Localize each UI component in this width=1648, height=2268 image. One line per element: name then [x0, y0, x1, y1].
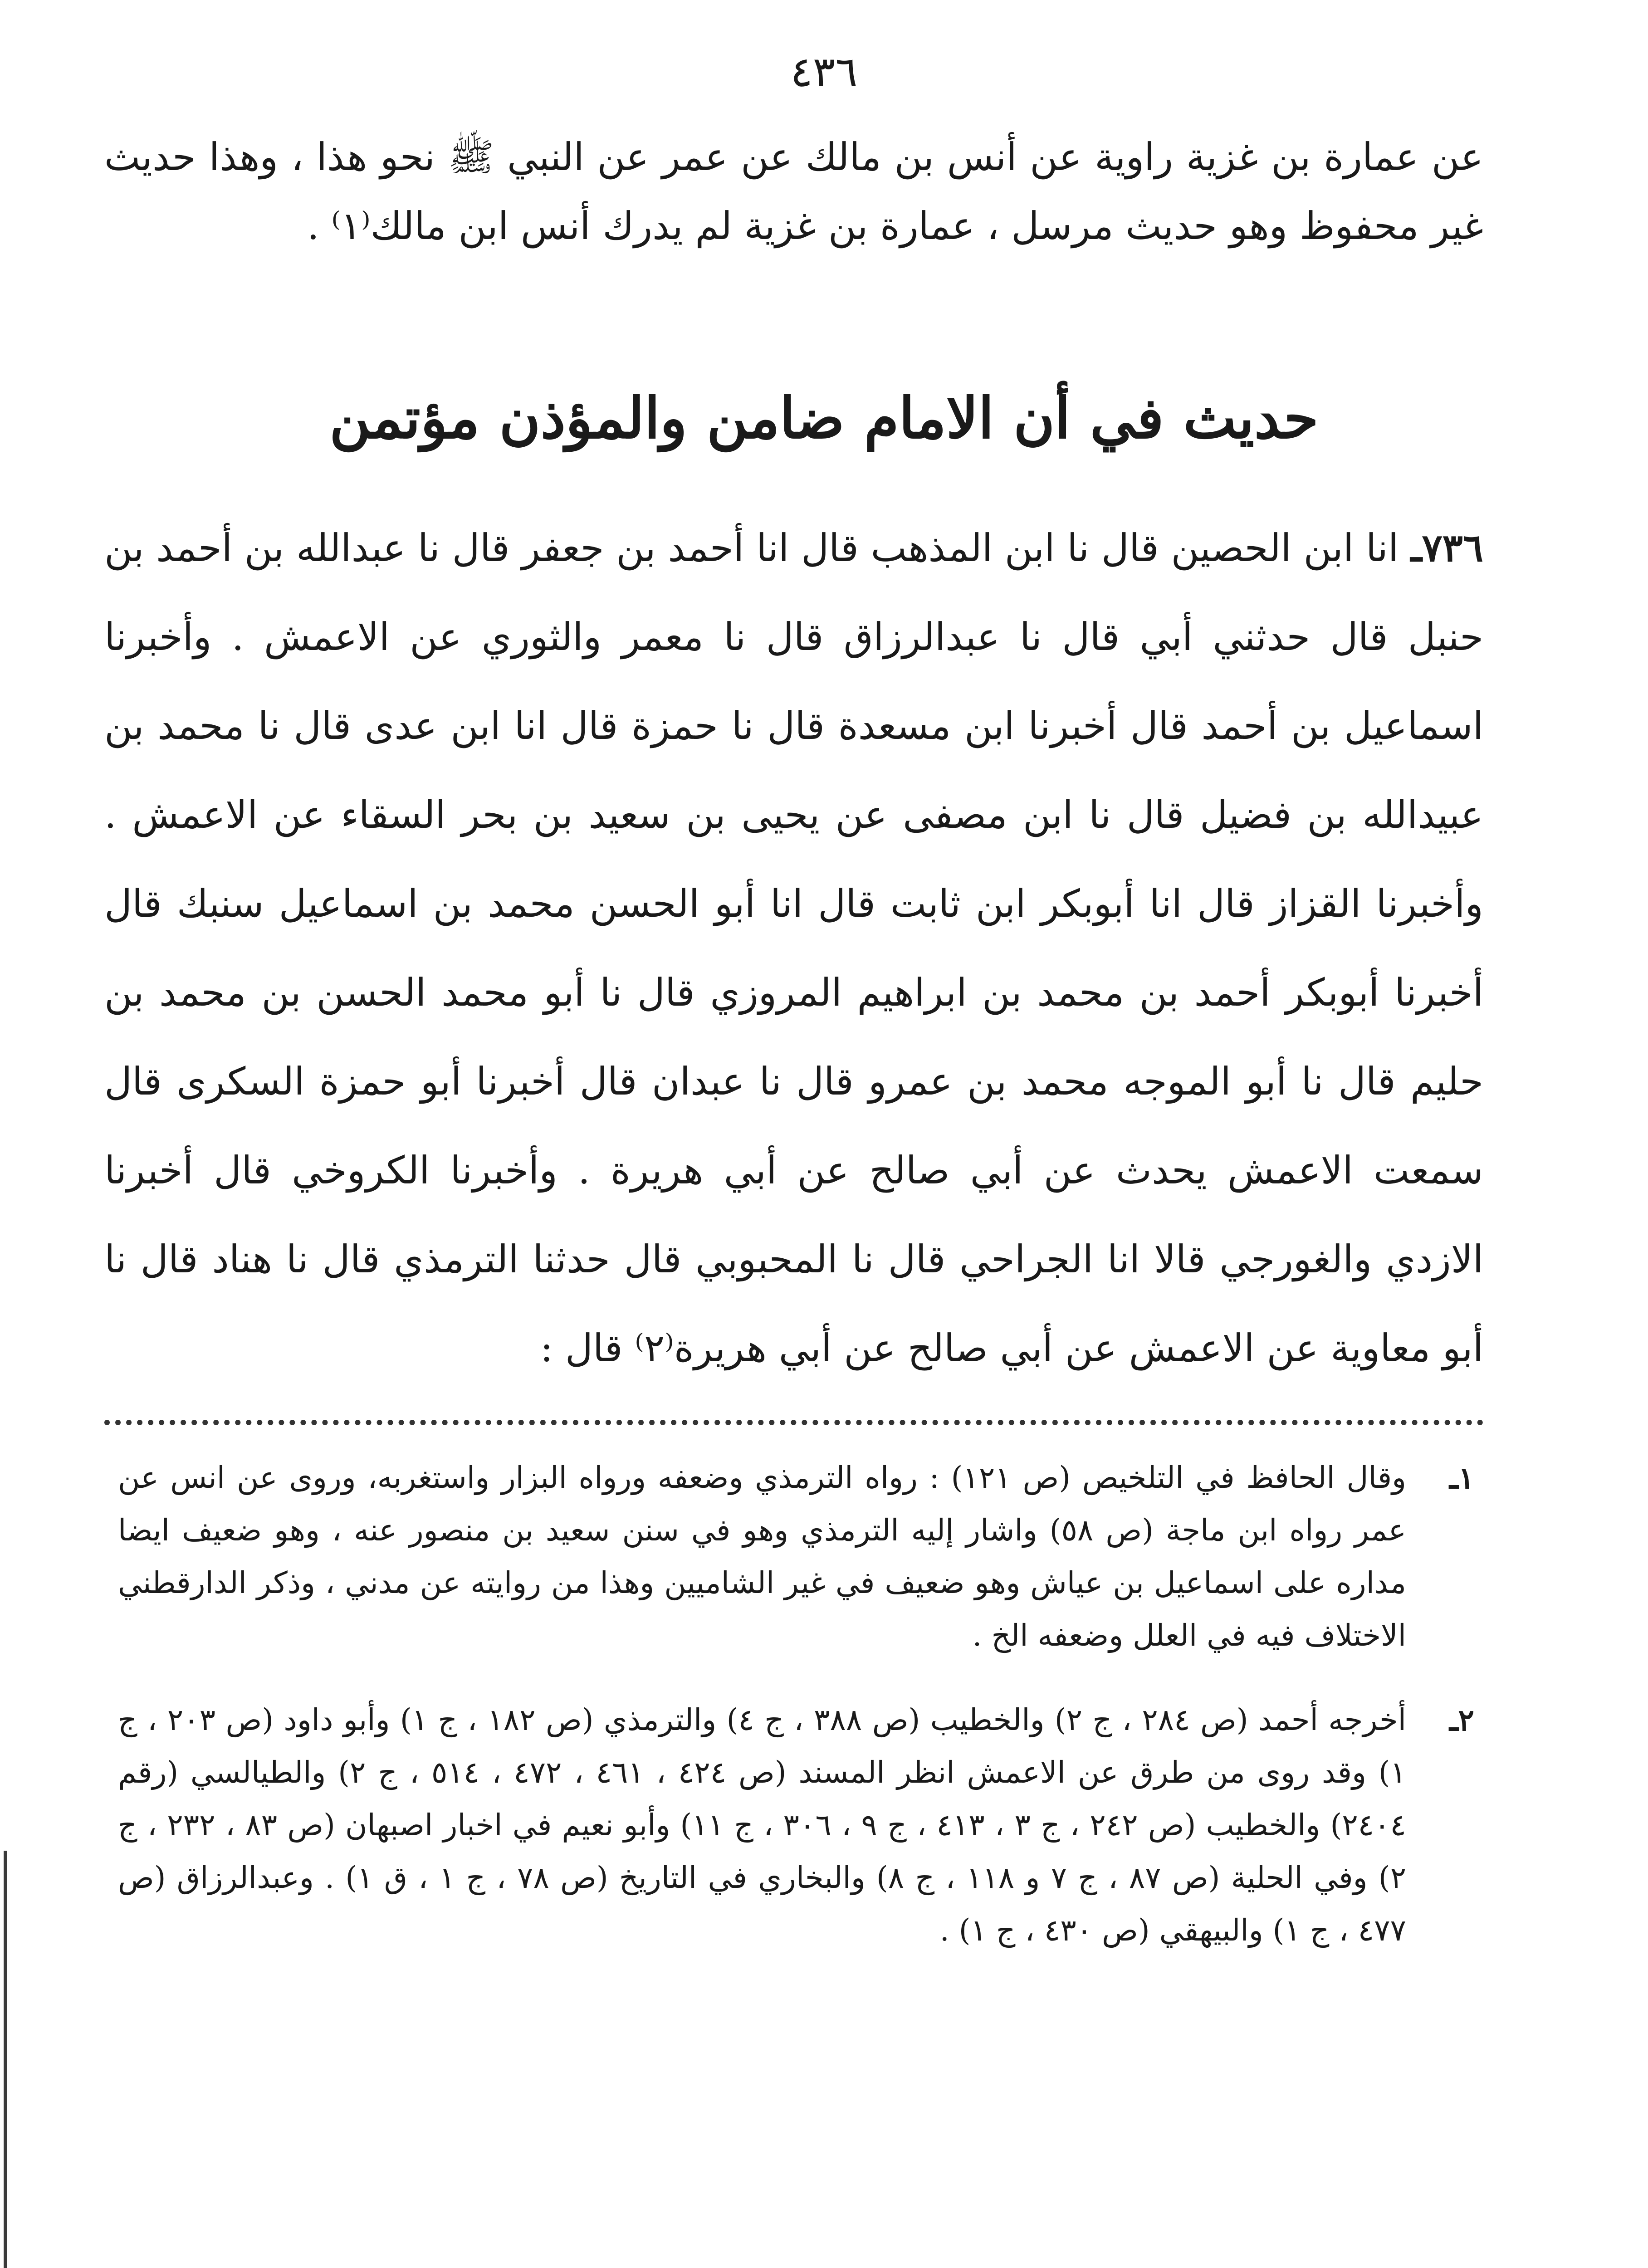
hadith-body	[104, 503, 1483, 1393]
footnotes-section	[118, 1452, 1474, 1989]
intro-paragraph	[104, 122, 1483, 260]
hadith-text: انا ابن الحصين قال نا ابن المذهب قال انا أحمد بن جعفر قال نا عبدالله بن أحمد بن حنبل قال حدثني أبي قال نا عبدالرزاق قال نا معمر والثوري عن الاعمش . وأخبرنا اسماعيل بن أحمد قال أخبرنا ابن مسعدة قال نا حمزة قال انا ابن عدى قال نا محمد بن عبيدالله بن فضيل قال نا ابن مصفى عن يحيى بن سعيد بن بحر السقاء عن الاعمش . وأخبرنا القزاز قال انا أبوبكر ابن ثابت قال انا أبو الحسن محمد بن اسماعيل سنبك قال أخبرنا أبوبكر أحمد بن محمد بن ابراهيم المروزي قال نا أبو محمد الحسن بن محمد بن حليم قال نا أبو الموجه محمد بن عمرو قال نا عبدان قال أخبرنا أبو حمزة السكرى قال سمعت الاعمش يحدث عن أبي صالح عن أبي هريرة . وأخبرنا الكروخي قال أخبرنا الازدي والغورجي قالا انا الجراحي قال نا المحبوبي قال حدثنا الترمذي قال نا هناد قال نا أبو معاوية عن الاعمش عن أبي صالح عن أبي هريرة⁽٢⁾ قال :	[104, 526, 1484, 1370]
intro-text: عن عمارة بن غزية راوية عن أنس بن مالك عن عمر عن النبي ﷺ نحو هذا ، وهذا حديث غير محفوظ وهو حديث مرسل ، عمارة بن غزية لم يدرك أنس ابن مالك⁽١⁾ .	[104, 135, 1483, 248]
footnote	[118, 1452, 1474, 1662]
footnote-marker: ١ـ	[1449, 1460, 1474, 1496]
footnote-text: أخرجه أحمد (ص ٢٨٤ ، ج ٢) والخطيب (ص ٣٨٨ ، ج ٤) والترمذي (ص ١٨٢ ، ج ١) وأبو داود (ص ٢٠٣ ، ج ١) وقد روى من طرق عن الاعمش انظر المسند (ص ٤٢٤ ، ٤٦١ ، ٤٧٢ ، ٥١٤ ، ج ٢) والطيالسي (رقم ٢٤٠٤) والخطيب (ص ٢٤٢ ، ج ٣ ، ٤١٣ ، ج ٩ ، ٣٠٦ ، ج ١١) وأبو نعيم في اخبار اصبهان (ص ٨٣ ، ٢٣٢ ، ج ٢) وفي الحلية (ص ٨٧ ، ج ٧ و ١١٨ ، ج ٨) والبخاري في التاريخ (ص ٧٨ ، ج ١ ، ق ١) . وعبدالرزاق (ص ٤٧٧ ، ج ١) والبيهقي (ص ٤٣٠ ، ج ١) .	[118, 1702, 1407, 1948]
hadith-number: ٧٣٦ـ	[1411, 525, 1483, 570]
hadith-paragraph	[104, 503, 1483, 1393]
page-number: ٤٣٦	[790, 48, 858, 96]
page-edge-rule	[4, 1851, 7, 2268]
footnote-text: وقال الحافظ في التلخيص (ص ١٢١) : رواه الترمذي وضعفه ورواه البزار واستغربه، وروى عن انس عن عمر رواه ابن ماجة (ص ٥٨) واشار إليه الترمذي وهو في سنن سعيد بن منصور عنه ، وهو ضعيف ايضا مداره على اسماعيل بن عياش وهو ضعيف في غير الشاميين وهذا من روايته عن مدني ، وذكر الدارقطني الاختلاف فيه في العلل وضعفه الخ .	[118, 1460, 1406, 1653]
section-heading: حديث في أن الامام ضامن والمؤذن مؤتمن	[329, 386, 1319, 451]
footnote-separator	[104, 1420, 1483, 1425]
footnote-marker: ٢ـ	[1449, 1702, 1474, 1738]
footnote	[118, 1694, 1474, 1957]
